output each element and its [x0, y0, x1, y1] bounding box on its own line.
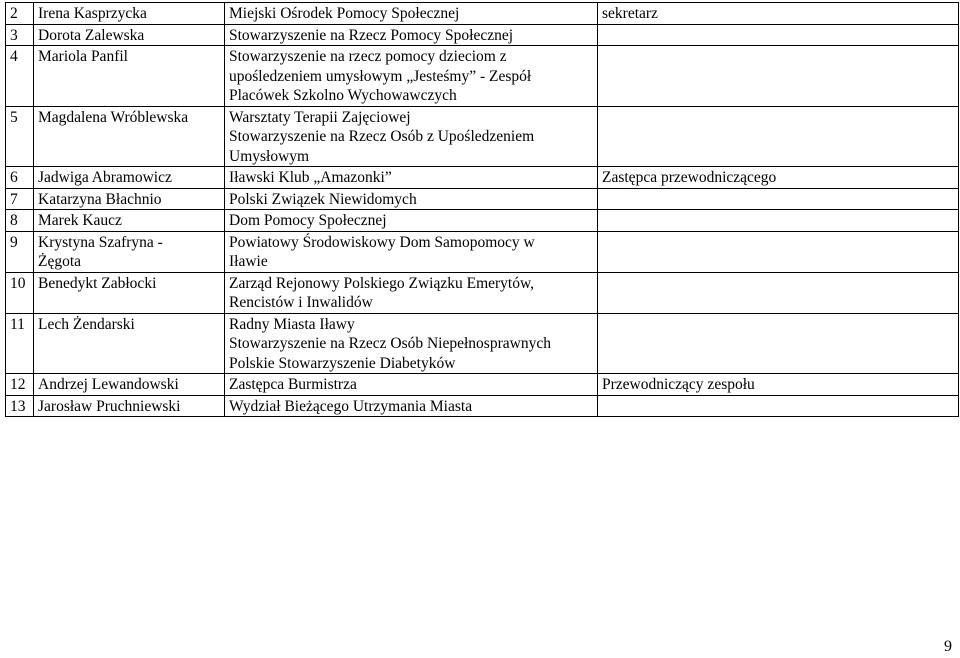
row-number: 3: [6, 24, 34, 46]
role: [598, 313, 959, 374]
row-number: 4: [6, 46, 34, 107]
member-name: Magdalena Wróblewska: [34, 106, 225, 167]
row-number: 13: [6, 395, 34, 417]
organization: Zarząd Rejonowy Polskiego Związku Emerytów, Rencistów i Inwalidów: [225, 272, 598, 313]
page-number: 9: [944, 638, 952, 655]
row-number: 11: [6, 313, 34, 374]
role: sekretarz: [598, 3, 959, 25]
member-name: Andrzej Lewandowski: [34, 374, 225, 396]
table-row: [6, 3, 959, 25]
organization: Stowarzyszenie na Rzecz Pomocy Społecznej: [225, 24, 598, 46]
table-row: [6, 374, 959, 396]
row-number: 2: [6, 3, 34, 25]
role: Przewodniczący zespołu: [598, 374, 959, 396]
organization: Stowarzyszenie na rzecz pomocy dzieciom z upośledzeniem umysłowym „Jesteśmy” - Zespół Placówek Szkolno Wychowawczych: [225, 46, 598, 107]
members-table: [5, 2, 959, 417]
organization: Radny Miasta Iławy Stowarzyszenie na Rzecz Osób Niepełnosprawnych Polskie Stowarzyszenie Diabetyków: [225, 313, 598, 374]
row-number: 9: [6, 231, 34, 272]
table-row: [6, 231, 959, 272]
member-name: Dorota Zalewska: [34, 24, 225, 46]
organization: Iławski Klub „Amazonki”: [225, 167, 598, 189]
row-number: 12: [6, 374, 34, 396]
member-name: Mariola Panfil: [34, 46, 225, 107]
role: [598, 395, 959, 417]
organization: Polski Związek Niewidomych: [225, 188, 598, 210]
row-number: 10: [6, 272, 34, 313]
organization: Powiatowy Środowiskowy Dom Samopomocy w Iławie: [225, 231, 598, 272]
organization: Miejski Ośrodek Pomocy Społecznej: [225, 3, 598, 25]
role: [598, 210, 959, 232]
row-number: 5: [6, 106, 34, 167]
organization: Dom Pomocy Społecznej: [225, 210, 598, 232]
role: Zastępca przewodniczącego: [598, 167, 959, 189]
organization: Warsztaty Terapii Zajęciowej Stowarzyszenie na Rzecz Osób z Upośledzeniem Umysłowym: [225, 106, 598, 167]
role: [598, 24, 959, 46]
table-row: [6, 106, 959, 167]
row-number: 8: [6, 210, 34, 232]
table-row: [6, 46, 959, 107]
row-number: 6: [6, 167, 34, 189]
member-name: Marek Kaucz: [34, 210, 225, 232]
table-row: [6, 272, 959, 313]
member-name: Krystyna Szafryna - Żęgota: [34, 231, 225, 272]
table-row: [6, 313, 959, 374]
table-row: [6, 188, 959, 210]
member-name: Irena Kasprzycka: [34, 3, 225, 25]
role: [598, 46, 959, 107]
row-number: 7: [6, 188, 34, 210]
member-name: Jadwiga Abramowicz: [34, 167, 225, 189]
table-row: [6, 395, 959, 417]
member-name: Katarzyna Błachnio: [34, 188, 225, 210]
role: [598, 231, 959, 272]
table-row: [6, 210, 959, 232]
member-name: Jarosław Pruchniewski: [34, 395, 225, 417]
organization: Wydział Bieżącego Utrzymania Miasta: [225, 395, 598, 417]
organization: Zastępca Burmistrza: [225, 374, 598, 396]
role: [598, 272, 959, 313]
table-row: [6, 167, 959, 189]
member-name: Benedykt Zabłocki: [34, 272, 225, 313]
member-name: Lech Żendarski: [34, 313, 225, 374]
table-row: [6, 24, 959, 46]
role: [598, 188, 959, 210]
role: [598, 106, 959, 167]
